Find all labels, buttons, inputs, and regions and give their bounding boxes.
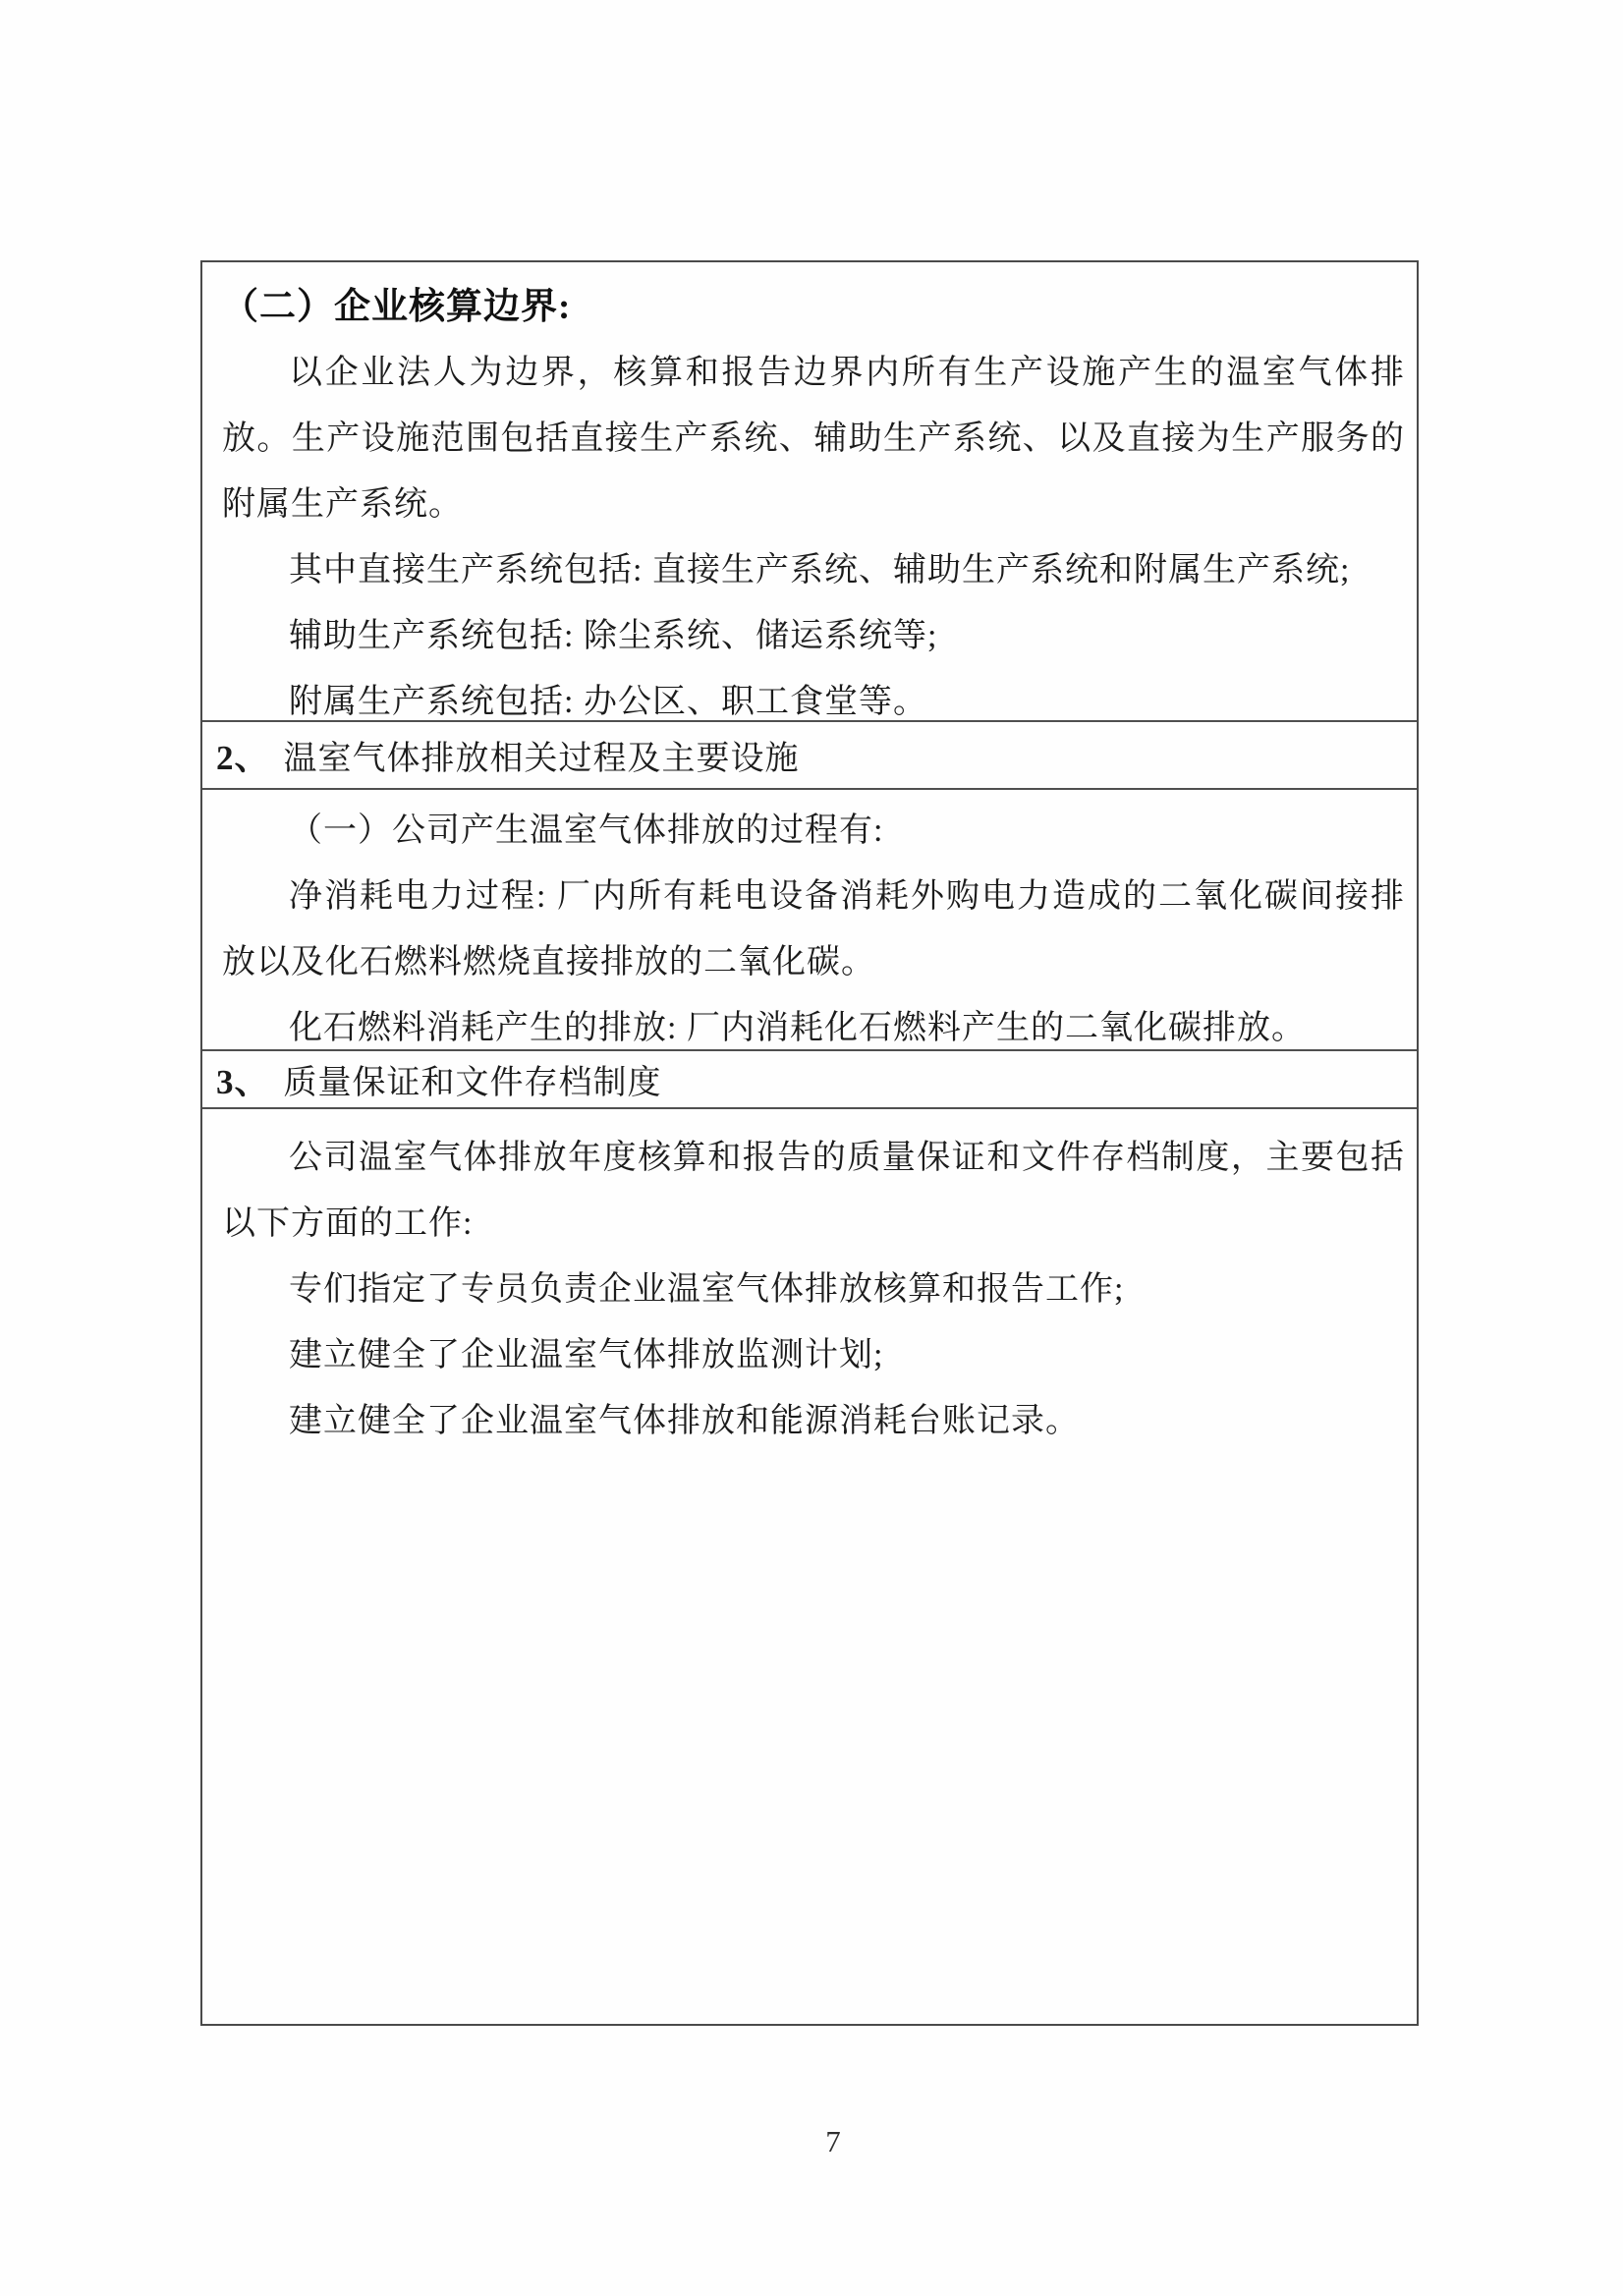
section-quality-assurance [202, 1107, 1417, 2024]
electricity-process-paragraph: 净消耗电力过程: 厂内所有耗电设备消耗外购电力造成的二氧化碳间接排放以及化石燃料燃烧直接排放的二氧化碳。 [222, 878, 1405, 980]
fossil-fuel-process-line: 化石燃料消耗产生的排放: 厂内消耗化石燃料产生的二氧化碳排放。 [289, 1010, 1306, 1046]
accounting-boundary-heading: （二）企业核算边界: [222, 287, 572, 327]
ledger-record-line: 建立健全了企业温室气体排放和能源消耗台账记录。 [289, 1403, 1080, 1439]
attached-production-line: 附属生产系统包括: 办公区、职工食堂等。 [289, 684, 927, 720]
section-number: 3、 [216, 1062, 270, 1101]
boundary-paragraph: 以企业法人为边界，核算和报告边界内所有生产设施产生的温室气体排放。生产设施范围包括直接生产系统、辅助生产系统、以及直接为生产服务的附属生产系统。 [222, 355, 1405, 523]
auxiliary-production-line: 辅助生产系统包括: 除尘系统、储运系统等; [289, 618, 938, 654]
section-title: 温室气体排放相关过程及主要设施 [283, 741, 800, 777]
section-title: 质量保证和文件存档制度 [283, 1065, 662, 1101]
section-header-quality-assurance [202, 1049, 1417, 1107]
page-number: 7 [825, 2124, 841, 2158]
designated-staff-line: 专们指定了专员负责企业温室气体排放核算和报告工作; [289, 1271, 1125, 1308]
section-header-emission-processes [202, 720, 1417, 788]
monitoring-plan-line: 建立健全了企业温室气体排放监测计划; [289, 1337, 884, 1373]
direct-production-line: 其中直接生产系统包括: 直接生产系统、辅助生产系统和附属生产系统; [289, 552, 1351, 588]
section-number: 2、 [216, 738, 270, 777]
report-table [200, 260, 1419, 2026]
processes-intro-line: （一）公司产生温室气体排放的过程有: [289, 812, 884, 849]
section-accounting-boundary [202, 262, 1417, 720]
quality-intro-paragraph: 公司温室气体排放年度核算和报告的质量保证和文件存档制度，主要包括以下方面的工作: [222, 1140, 1405, 1242]
section-emission-processes [202, 788, 1417, 1049]
